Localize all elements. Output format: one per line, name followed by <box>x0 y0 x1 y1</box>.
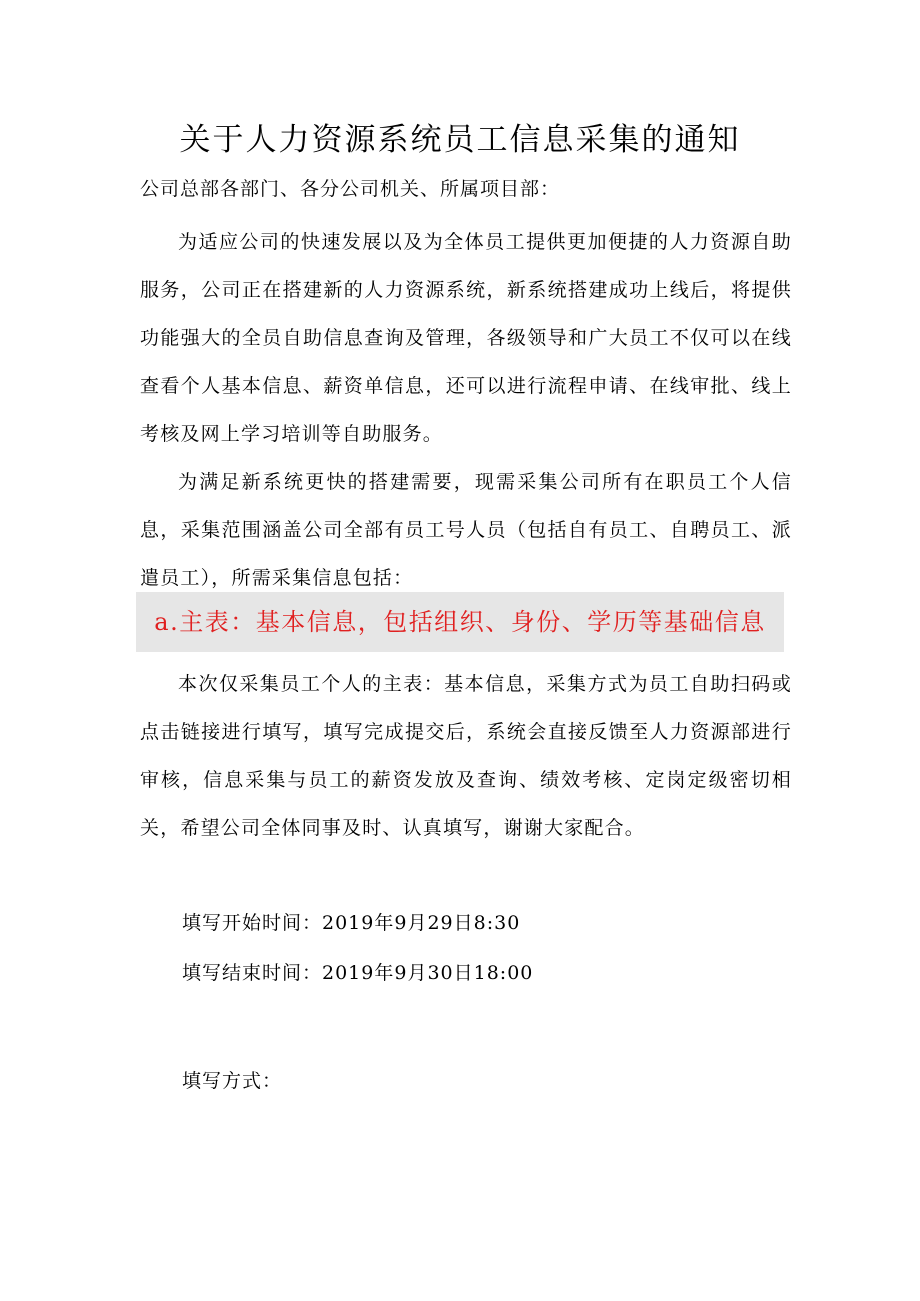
paragraph-purpose: 为适应公司的快速发展以及为全体员工提供更加便捷的人力资源自助服务，公司正在搭建新的人力资源系统，新系统搭建成功上线后，将提供功能强大的全员自助信息查询及管理，各级领导和广大员工不仅可以在线查看个人基本信息、薪资单信息，还可以进行流程申请、在线审批、线上考核及网上学习培训等自助服务。 <box>140 231 792 445</box>
end-time: 填写结束时间：2019年9月30日18:00 <box>182 962 534 984</box>
highlight-main-table: a.主表：基本信息，包括组织、身份、学历等基础信息 <box>136 592 784 652</box>
paragraph-scope: 为满足新系统更快的搭建需要，现需采集公司所有在职员工个人信息，采集范围涵盖公司全部有员工号人员（包括自有员工、自聘员工、派遣员工），所需采集信息包括： <box>140 471 792 589</box>
fill-method-label: 填写方式： <box>182 1070 283 1092</box>
paragraph-collection-method: 本次仅采集员工个人的主表：基本信息，采集方式为员工自助扫码或点击链接进行填写，填写完成提交后，系统会直接反馈至人力资源部进行审核，信息采集与员工的薪资发放及查询、绩效考核、定岗定级密切相关，希望公司全体同事及时、认真填写，谢谢大家配合。 <box>140 673 792 839</box>
start-time: 填写开始时间：2019年9月29日8:30 <box>182 912 521 934</box>
salutation: 公司总部各部门、各分公司机关、所属项目部： <box>140 178 561 200</box>
document-title: 关于人力资源系统员工信息采集的通知 <box>179 122 741 158</box>
